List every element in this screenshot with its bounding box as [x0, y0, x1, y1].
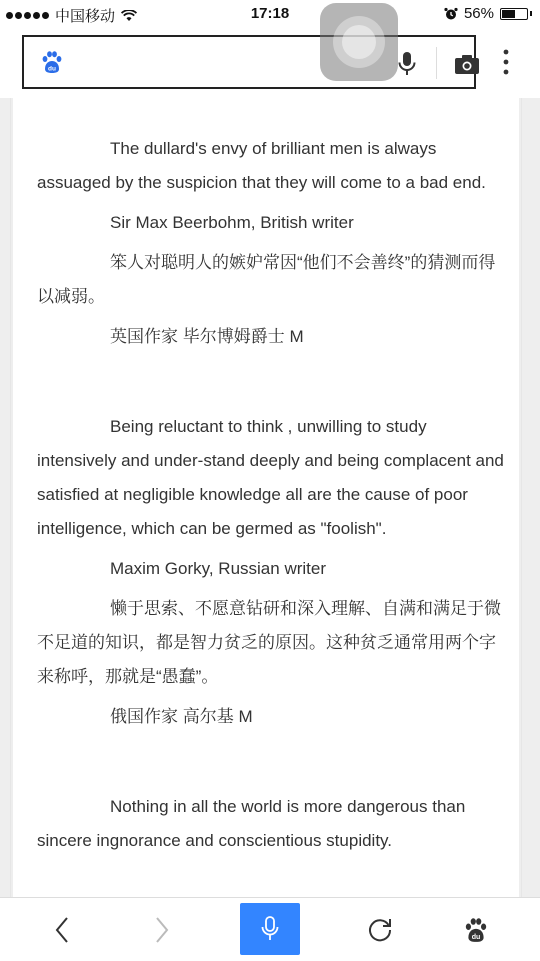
microphone-icon[interactable]: [396, 51, 418, 77]
battery-icon: [500, 8, 528, 20]
battery-percent: 56%: [463, 5, 494, 22]
baidu-paw-icon: [463, 917, 489, 943]
paragraph-gap: [37, 360, 507, 410]
microphone-icon: [260, 916, 280, 942]
quote-2-chinese: 懒于思索、不愿意钻研和深入理解、自满和满足于微不足道的知识，都是智力贫乏的原因。这种贫乏通常用两个字来称呼，那就是“愚蠢”。: [37, 599, 501, 686]
quote-1-chinese: 笨人对聪明人的嫉妒常因“他们不会善终”的猜测而得以减弱。: [37, 253, 496, 306]
battery-cap: [530, 11, 532, 16]
quote-1-chinese-author: 英国作家 毕尔博姆爵士 M: [110, 327, 304, 346]
status-bar: [0, 0, 540, 28]
article: [37, 132, 507, 864]
quote-3-english: Nothing in all the world is more dangerous than sincere ingnorance and conscientious stupidity.: [37, 797, 466, 850]
carrier-name: 中国移动: [55, 8, 116, 25]
battery-fill: [502, 10, 515, 18]
baidu-paw-icon[interactable]: [40, 50, 64, 74]
quote-2-chinese-author: 俄国作家 高尔基 M: [110, 707, 253, 726]
quote-2-author: Maxim Gorky, Russian writer: [110, 559, 326, 578]
search-divider: [436, 47, 437, 79]
chevron-right-icon: [153, 915, 171, 945]
more-options-icon[interactable]: [498, 48, 514, 76]
status-time: 17:18: [250, 5, 290, 22]
paragraph-gap: [37, 740, 507, 790]
svg-text:du: du: [48, 65, 56, 73]
assistive-touch-core: [342, 25, 376, 59]
camera-icon[interactable]: [454, 53, 480, 75]
refresh-icon: [366, 916, 394, 944]
status-right: [444, 5, 532, 22]
chevron-left-icon: [53, 915, 71, 945]
voice-search-button[interactable]: [240, 903, 300, 955]
quote-2-english: Being reluctant to think , unwilling to study intensively and under-stand deeply and being complacent and satisfied at negligible knowledge all are the cause of poor intelligence, which can be germed as "foolish".: [37, 417, 504, 538]
baidu-home-button[interactable]: [454, 898, 498, 961]
forward-button[interactable]: [140, 898, 184, 961]
alarm-icon: [444, 7, 458, 21]
quote-1-english: The dullard's envy of brilliant men is always assuaged by the suspicion that they will come to a bad end.: [37, 139, 486, 192]
svg-text:du: du: [471, 933, 481, 941]
bottom-toolbar: [0, 897, 540, 961]
quote-1-author: Sir Max Beerbohm, British writer: [110, 213, 354, 232]
refresh-button[interactable]: [358, 898, 402, 961]
back-button[interactable]: [40, 898, 84, 961]
search-box[interactable]: [22, 35, 476, 89]
assistive-touch-button[interactable]: [320, 3, 398, 81]
